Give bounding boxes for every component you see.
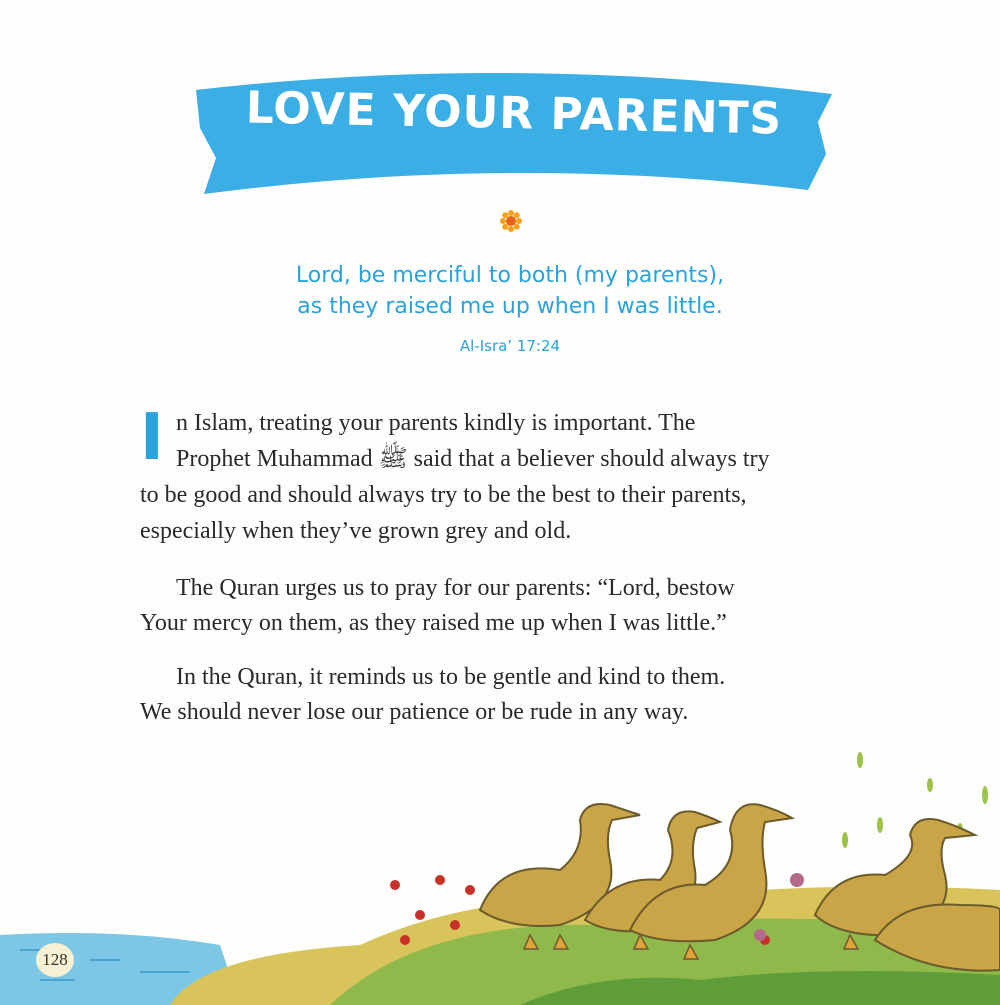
paragraph-line: n Islam, treating your parents kindly is important. The bbox=[176, 410, 696, 436]
paragraph-line: We should never lose our patience or be rude in any way. bbox=[140, 699, 689, 725]
paragraph-line: Your mercy on them, as they raised me up when I was little.” bbox=[140, 610, 727, 636]
verse-citation: Al-Isra’ 17:24 bbox=[459, 337, 561, 355]
verse-line-2: as they raised me up when I was little. bbox=[297, 294, 723, 319]
paragraph-line: The Quran urges us to pray for our parents: “Lord, bestow bbox=[176, 575, 735, 601]
sun-flower-icon bbox=[499, 209, 523, 233]
paragraph-line: Prophet Muhammad ﷺ said that a believer should always try bbox=[176, 446, 770, 472]
ducks-illustration bbox=[0, 740, 1000, 1005]
drop-cap: I bbox=[140, 401, 164, 475]
page-number: 128 bbox=[36, 943, 74, 977]
paragraph-line: to be good and should always try to be the best to their parents, bbox=[140, 482, 747, 508]
page-title: LOVE YOUR PARENTS bbox=[245, 82, 783, 145]
verse-line-1: Lord, be merciful to both (my parents), bbox=[295, 263, 725, 288]
paragraph-line: In the Quran, it reminds us to be gentle and kind to them. bbox=[176, 664, 726, 690]
paragraph-line: especially when they’ve grown grey and old. bbox=[140, 518, 572, 544]
